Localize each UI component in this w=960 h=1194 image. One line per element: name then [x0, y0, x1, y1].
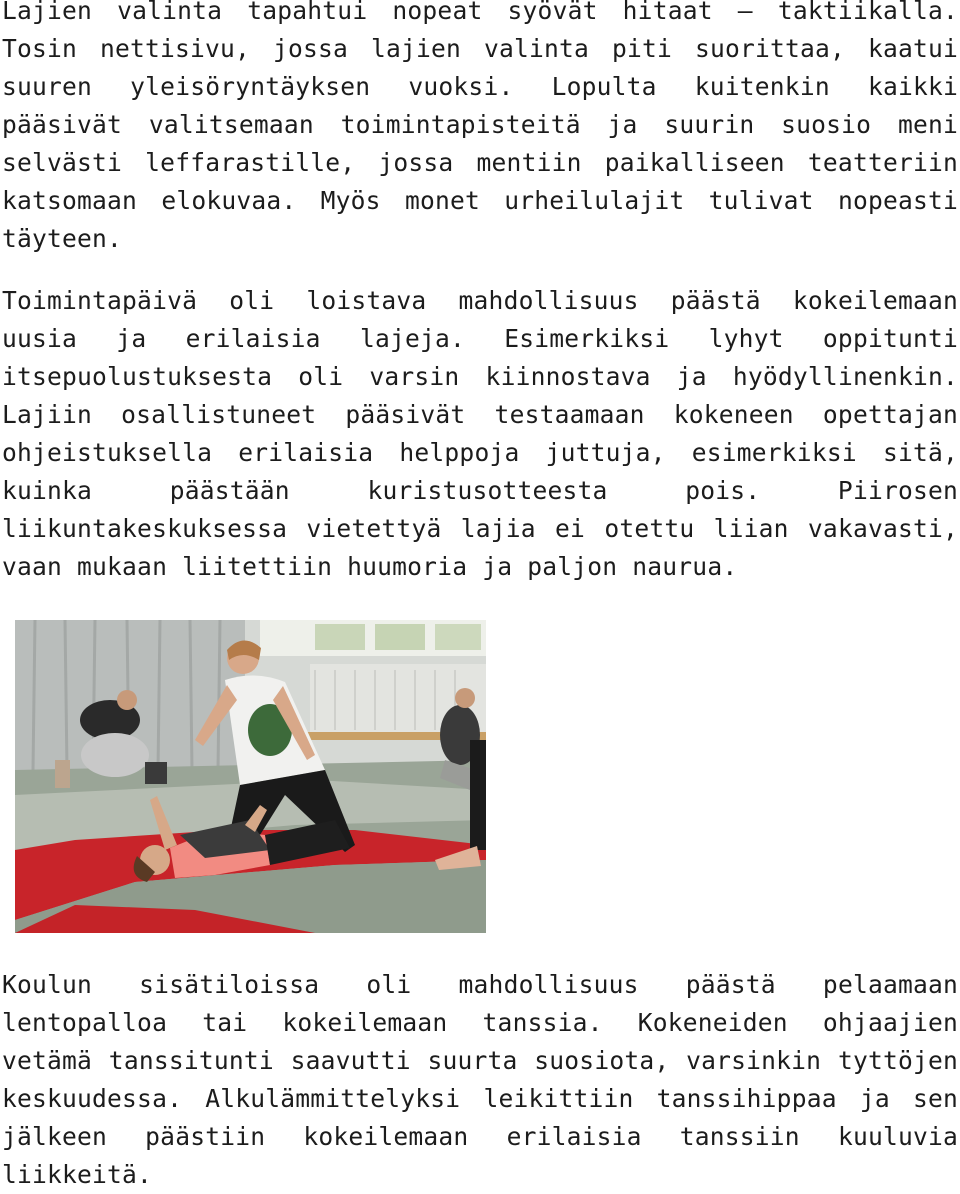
article-paragraph-3: Koulun sisätiloissa oli mahdollisuus päästä pelaamaan lentopalloa tai kokeilemaan tanssia. Kokeneiden ohjaajien vetämä tanssitunti saavutti suurta suosiota, varsinkin tyttöjen keskuudessa. Alkulämmittelyksi leikittiin tanssihippaa ja sen jälkeen päästiin kokeilemaan erilaisia tanssiin kuuluvia liikkeitä.	[2, 970, 958, 1189]
article-paragraph-2: Toimintapäivä oli loistava mahdollisuus päästä kokeilemaan uusia ja erilaisia lajeja. Esimerkiksi lyhyt oppitunti itsepuolustuksesta oli varsin kiinnostava ja hyödyllinenkin. Lajiin osallistuneet pääsivät testaamaan kokeneen opettajan ohjeistuksella erilaisia helppoja juttuja, esimerkiksi sitä, kuinka päästään kuristusotteesta pois. Piirosen liikuntakeskuksessa vietettyä lajia ei otettu liian vakavasti, vaan mukaan liitettiin huumoria ja paljon naurua.	[2, 286, 958, 581]
article-paragraph-1: Lajien valinta tapahtui nopeat syövät hitaat – taktiikalla. Tosin nettisivu, jossa lajien valinta piti suorittaa, kaatui suuren yleisöryntäyksen vuoksi. Lopulta kuitenkin kaikki pääsivät valitsemaan toimintapisteitä ja suurin suosio meni selvästi leffarastille, jossa mentiin paikalliseen teatteriin katsomaan elokuvaa. Myös monet urheilulajit tulivat nopeasti täyteen.	[2, 0, 958, 253]
self-defense-class-photo	[15, 620, 486, 933]
